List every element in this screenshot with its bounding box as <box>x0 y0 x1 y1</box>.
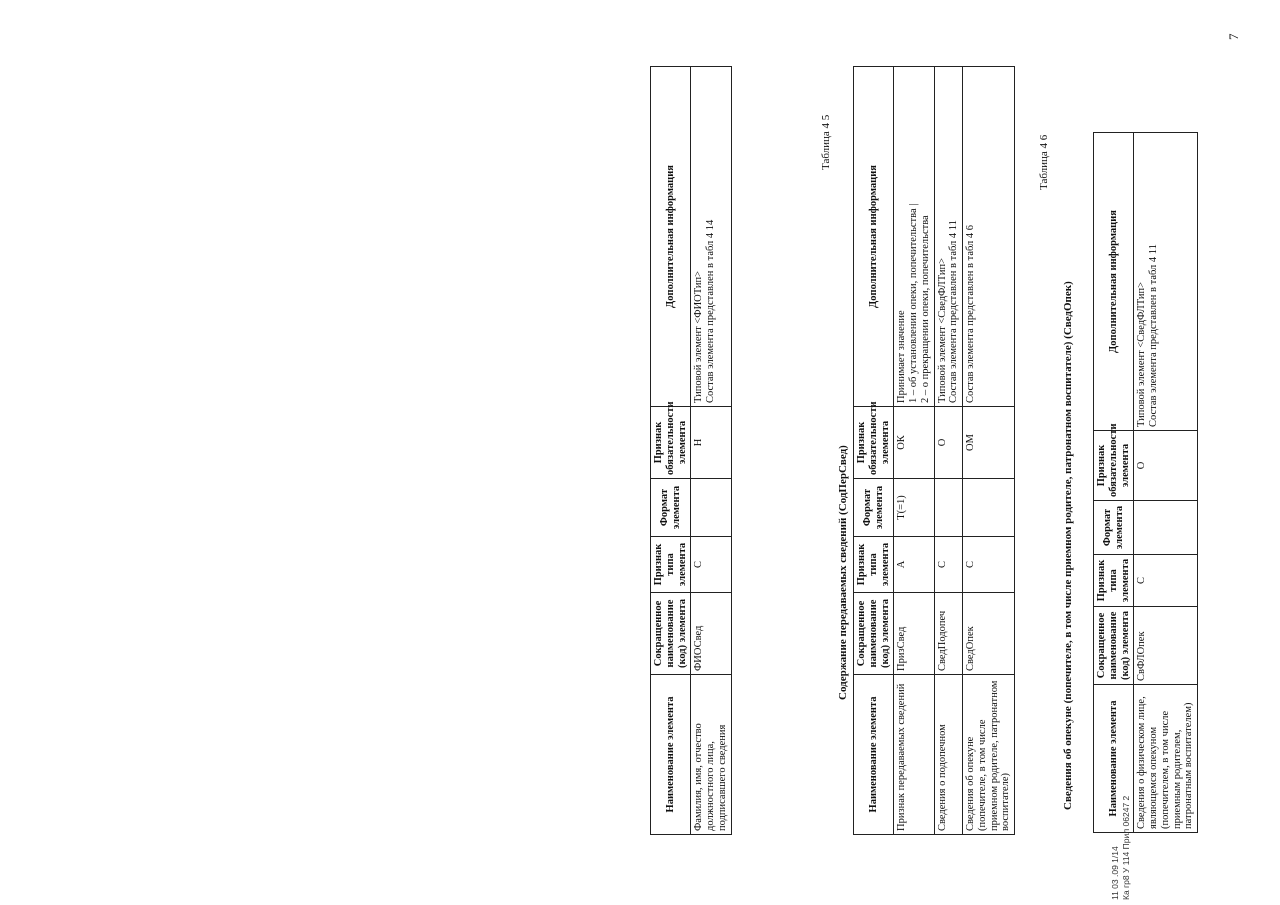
col-header-format: Формат элемента <box>651 479 691 537</box>
cell-type: С <box>691 537 731 593</box>
col-header-type: Признак типа элемента <box>651 537 691 593</box>
info-line: Состав элемента представлен в табл 4 11 <box>948 220 960 403</box>
info-line: Типовой элемент <СведФЛТип> <box>936 257 948 403</box>
table-title: Содержание передаваемых сведений (СодПерСвед) <box>837 445 849 700</box>
info-line: 1 – об установлении опеки, попечительства | <box>908 203 919 403</box>
col-header-name: Наименование элемента <box>1094 685 1134 833</box>
cell-name: Сведения о подопечном <box>934 675 963 835</box>
cell-name: Фамилия, имя, отчество должностного лица, подписавшего сведения <box>691 675 731 835</box>
cell-format <box>963 479 1015 537</box>
cell-code: ПризСвед <box>894 593 934 675</box>
col-header-info: Дополнительная информация <box>651 67 691 407</box>
cell-format <box>934 479 963 537</box>
cell-type: С <box>934 537 963 593</box>
cell-type: С <box>1134 555 1198 607</box>
cell-info <box>691 67 731 407</box>
col-header-code: Сокращенное наименование (код) элемента <box>854 593 894 675</box>
cell-code: СведПодопеч <box>934 593 963 675</box>
cell-info <box>894 67 934 407</box>
info-line: Принимает значение <box>896 310 908 403</box>
cell-type: А <box>894 537 934 593</box>
table-4-6 <box>1093 132 1198 833</box>
table-caption: Таблица 4 6 <box>1038 134 1050 190</box>
col-header-format: Формат элемента <box>1094 501 1134 555</box>
cell-info <box>1134 133 1198 431</box>
footer-line: Ка гр8 У 114 Прил 06247 2 <box>1121 795 1131 900</box>
cell-required: ОМ <box>963 407 1015 479</box>
info-line: Состав элемента представлен в табл 4 14 <box>705 219 716 403</box>
table-4-5 <box>853 66 1015 835</box>
cell-format <box>691 479 731 537</box>
col-header-required: Признак обязательности элемента <box>651 407 691 479</box>
table-continuation <box>650 66 732 835</box>
col-header-info: Дополнительная информация <box>1094 133 1134 431</box>
info-line: Типовой элемент <СведФЛТип> <box>1136 281 1148 427</box>
col-header-info: Дополнительная информация <box>854 67 894 407</box>
col-header-name: Наименование элемента <box>854 675 894 835</box>
table-row <box>1134 133 1198 833</box>
cell-required: О <box>934 407 963 479</box>
info-line: 2 – о прекращении опеки, попечительства <box>919 215 931 403</box>
table-row <box>934 67 963 835</box>
table-row <box>894 67 934 835</box>
table-row <box>963 67 1015 835</box>
col-header-type: Признак типа элемента <box>854 537 894 593</box>
table-row <box>691 67 731 835</box>
cell-format <box>1134 501 1198 555</box>
table-header-row <box>854 67 894 835</box>
cell-info <box>963 67 1015 407</box>
cell-format: T(=1) <box>894 479 934 537</box>
table-header-row <box>651 67 691 835</box>
col-header-code: Сокращенное наименование (код) элемента <box>1094 607 1134 685</box>
table-header-row <box>1094 133 1134 833</box>
cell-required: ОК <box>894 407 934 479</box>
col-header-code: Сокращенное наименование (код) элемента <box>651 593 691 675</box>
col-header-required: Признак обязательности элемента <box>1094 431 1134 501</box>
info-line: Состав элемента представлен в табл 4 11 <box>1148 244 1159 427</box>
col-header-name: Наименование элемента <box>651 675 691 835</box>
col-header-required: Признак обязательности элемента <box>854 407 894 479</box>
cell-required: Н <box>691 407 731 479</box>
col-header-type: Признак типа элемента <box>1094 555 1134 607</box>
col-header-format: Формат элемента <box>854 479 894 537</box>
page-number: 7 <box>1226 33 1241 40</box>
cell-name: Сведения об опекуне (попечителе, в том числе приемном родителе, патронатном воспитателе) <box>963 675 1015 835</box>
footer-line: 11 03 .09 1/14 <box>1110 846 1120 900</box>
info-line: Состав элемента представлен в табл 4 6 <box>965 224 976 403</box>
rotated-page <box>640 0 1280 905</box>
table-caption: Таблица 4 5 <box>820 114 832 170</box>
cell-code: ФИОСвед <box>691 593 731 675</box>
cell-required: О <box>1134 431 1198 501</box>
cell-name: Признак передаваемых сведений <box>894 675 934 835</box>
info-line: Типовой элемент <ФИОТип> <box>693 270 705 403</box>
cell-code: СвФЛОпек <box>1134 607 1198 685</box>
table-title: Сведения об опекуне (попечителе, в том числе приемном родителе, патронатном воспитателе) (СведОпек) <box>1062 281 1074 810</box>
cell-code: СведОпек <box>963 593 1015 675</box>
cell-info <box>934 67 963 407</box>
cell-name: Сведения о физическом лице, являющемся опекуном (попечителем, в том числе приемным родителем, патронатным воспитателем) <box>1134 685 1198 833</box>
cell-type: С <box>963 537 1015 593</box>
